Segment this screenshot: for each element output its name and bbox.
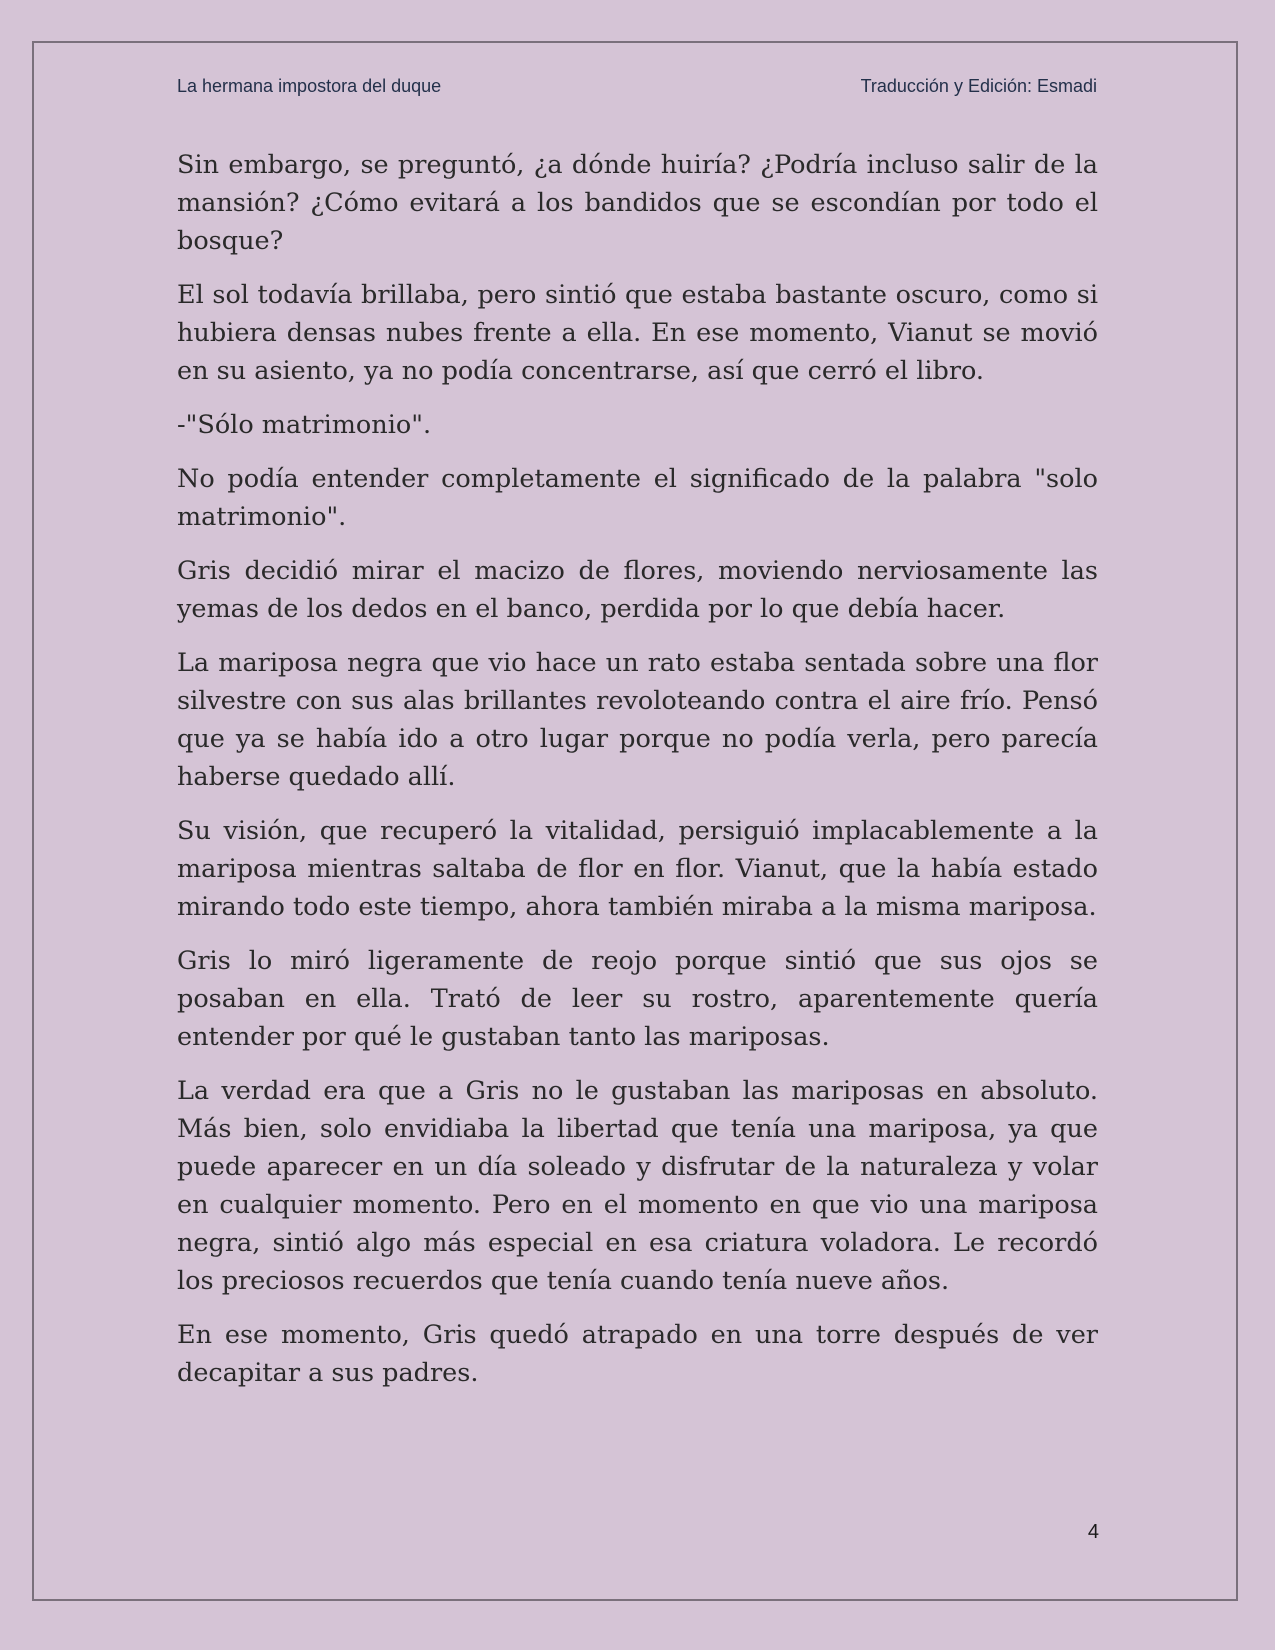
header-book-title: La hermana impostora del duque — [177, 76, 442, 96]
header-translator-credit: Traducción y Edición: Esmadi — [860, 76, 1097, 96]
body-text — [177, 146, 1098, 1408]
page-number: 4 — [1087, 1521, 1099, 1543]
paragraph: No podía entender completamente el significado de la palabra "solo matrimonio". — [177, 464, 1098, 532]
paragraph: Su visión, que recuperó la vitalidad, persiguió implacablemente a la mariposa mientras saltaba de flor en flor. Vianut, que la había estado mirando todo este tiempo, ahora también miraba a la misma mariposa. — [177, 816, 1098, 922]
paragraph: La verdad era que a Gris no le gustaban las mariposas en absoluto. Más bien, solo envidiaba la libertad que tenía una mariposa, ya que puede aparecer en un día soleado y disfrutar de la naturaleza y volar en cualquier momento. Pero en el momento en que vio una mariposa negra, sintió algo más especial en esa criatura voladora. Le recordó los preciosos recuerdos que tenía cuando tenía nueve años. — [177, 1076, 1098, 1296]
paragraph: Gris lo miró ligeramente de reojo porque sintió que sus ojos se posaban en ella. Trató de leer su rostro, aparentemente quería entender por qué le gustaban tanto las mariposas. — [177, 946, 1098, 1052]
paragraph: El sol todavía brillaba, pero sintió que estaba bastante oscuro, como si hubiera densas nubes frente a ella. En ese momento, Vianut se movió en su asiento, ya no podía concentrarse, así que cerró el libro. — [177, 280, 1098, 386]
paragraph: -"Sólo matrimonio". — [177, 410, 432, 440]
paragraph: Sin embargo, se preguntó, ¿a dónde huiría? ¿Podría incluso salir de la mansión? ¿Cómo evitará a los bandidos que se escondían por todo el bosque? — [177, 150, 1098, 256]
paragraph: Gris decidió mirar el macizo de flores, moviendo nerviosamente las yemas de los dedos en el banco, perdida por lo que debía hacer. — [177, 556, 1098, 624]
paragraph: La mariposa negra que vio hace un rato estaba sentada sobre una flor silvestre con sus alas brillantes revoloteando contra el aire frío. Pensó que ya se había ido a otro lugar porque no podía verla, pero parecía haberse quedado allí. — [177, 648, 1098, 792]
paragraph: En ese momento, Gris quedó atrapado en una torre después de ver decapitar a sus padres. — [177, 1320, 1098, 1388]
